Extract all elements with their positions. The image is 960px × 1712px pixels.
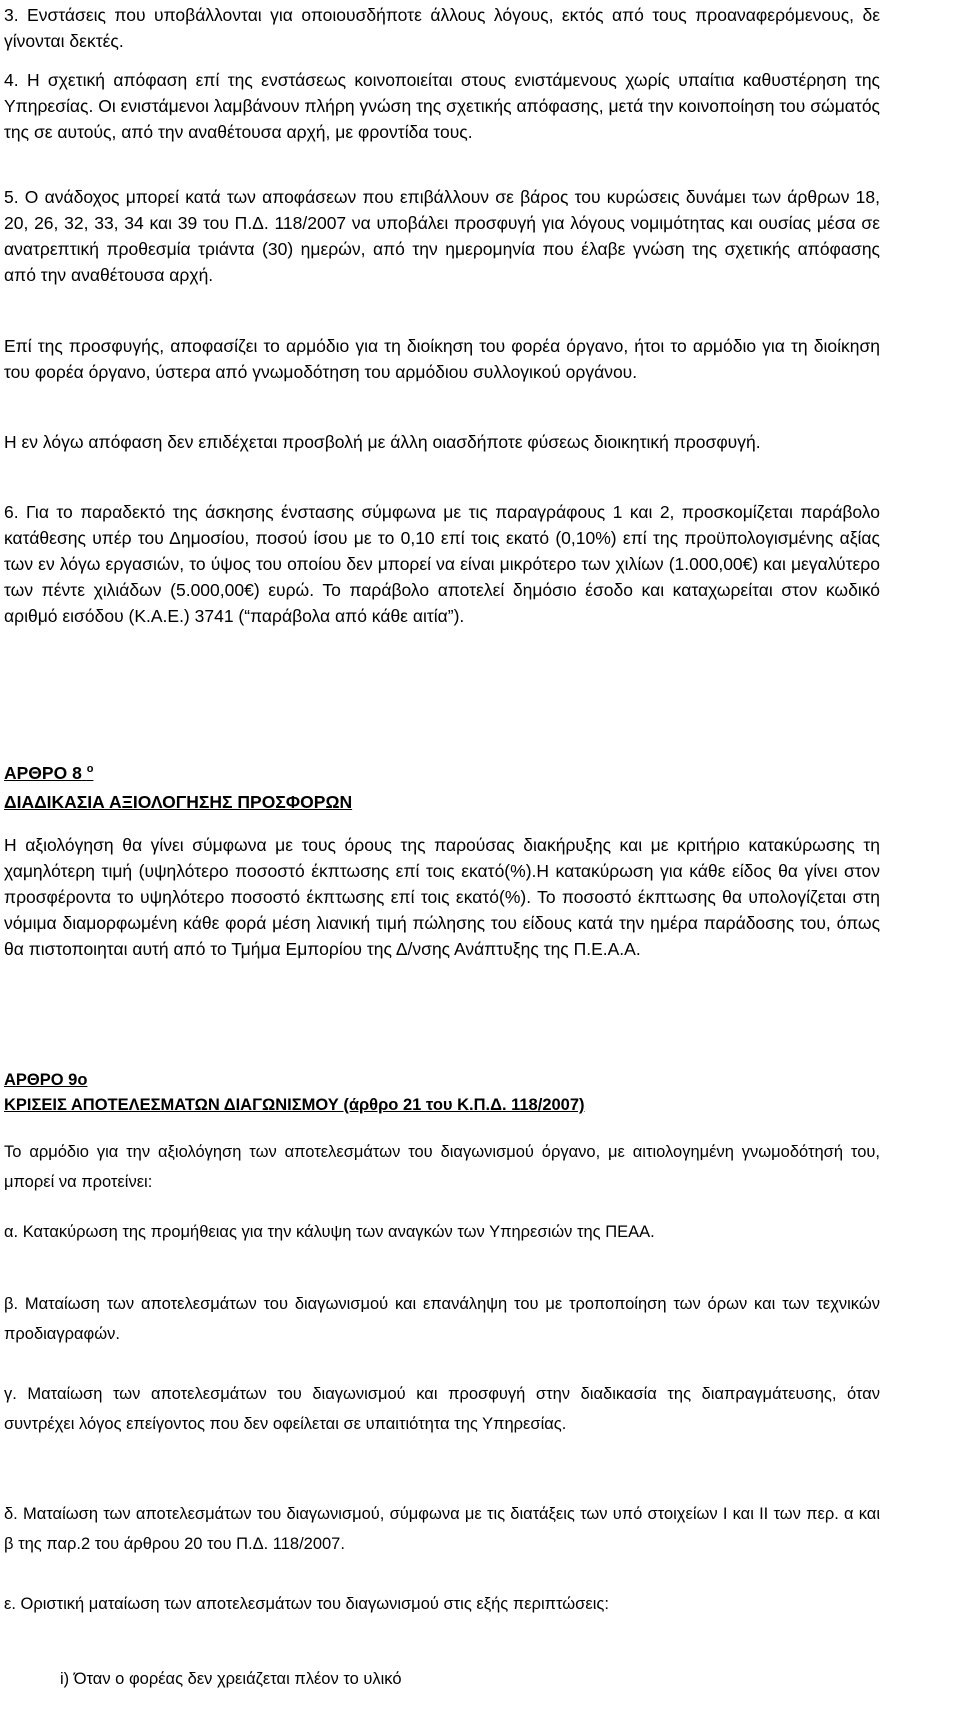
article-9-subtitle: ΚΡΙΣΕΙΣ ΑΠΟΤΕΛΕΣΜΑΤΩΝ ΔΙΑΓΩΝΙΣΜΟΥ (άρθρο 21 του Κ.Π.Δ. 118/2007) [4,1096,585,1114]
paragraph-6: 6. Για το παραδεκτό της άσκησης ένστασης σύμφωνα με τις παραγράφους 1 και 2, προσκομίζεται παράβολο κατάθεσης υπέρ του Δημοσίου, ποσού ίσου με το 0,10 επί τοις εκατό (0,10%) επί της προϋπολογισμένης αξίας των εν λόγω εργασιών, το ύψος του οποίου δεν μπορεί να είναι μικρότερο των χιλίων (1.000,00€) και μεγαλύτερο των πέντε χιλιάδων (5.000,00€) ευρώ. Το παράβολο αποτελεί δημόσιο έσοδο και καταχωρείται στον κωδικό αριθμό εισόδου (Κ.Α.Ε.) 3741 (“παράβολα από κάθε αιτία”). [4,502,880,626]
paragraph-3: 3. Ενστάσεις που υποβάλλονται για οποιουσδήποτε άλλους λόγους, εκτός από τους προαναφερόμενους, δε γίνονται δεκτές. [4,5,880,51]
article-9-title: ΑΡΘΡΟ 9ο [4,1071,88,1089]
article-8-subtitle: ΔΙΑΔΙΚΑΣΙΑ ΑΞΙΟΛΟΓΗΣΗΣ ΠΡΟΣΦΟΡΩΝ [4,792,353,812]
article-9-intro: Το αρμόδιο για την αξιολόγηση των αποτελεσμάτων του διαγωνισμού όργανο, με αιτιολογημένη γνωμοδότησή του, μπορεί να προτείνει: [4,1143,880,1191]
paragraph-5-no-other-appeal: Η εν λόγω απόφαση δεν επιδέχεται προσβολή με άλλη οιασδήποτε φύσεως διοικητική προσφυγή. [4,432,761,452]
paragraph-4: 4. Η σχετική απόφαση επί της ενστάσεως κοινοποιείται στους ενιστάμενους χωρίς υπαίτια καθυστέρηση της Υπηρεσίας. Οι ενιστάμενοι λαμβάνουν πλήρη γνώση της σχετικής απόφασης, μετά την κοινοποίηση του σώματός της σε αυτούς, από την αναθέτουσα αρχή, με φροντίδα τους. [4,70,880,142]
paragraph-5-appeal: Επί της προσφυγής, αποφασίζει το αρμόδιο για τη διοίκηση του φορέα όργανο, ήτοι το αρμόδιο για τη διοίκηση του φορέα όργανο, ύστερα από γνωμοδότηση του αρμόδιου συλλογικού οργάνου. [4,336,880,382]
article-8-text: Η αξιολόγηση θα γίνει σύμφωνα με τους όρους της παρούσας διακήρυξης και με κριτήριο κατακύρωσης τη χαμηλότερη τιμή (υψηλότερο ποσοστό έκπτωσης επί τοις εκατό(%).Η κατακύρωση για κάθε είδος θα γίνει στον προσφέροντα το υψηλότερο ποσοστό έκπτωσης επί τοις εκατό(%). Το ποσοστό έκπτωσης θα υπολογίζεται στη νόμιμα διαμορφωμένη κάθε φορά μέση λιανική τιμή πώλησης του είδους κατά την ημέρα παράδοσης του, όπως θα πιστοποιηται αυτή από το Τμήμα Εμπορίου της Δ/νσης Ανάπτυξης της Π.Ε.Α.Α. [4,835,880,959]
article-9-item-e-i: i) Όταν ο φορέας δεν χρειάζεται πλέον το υλικό [60,1670,402,1688]
article-9-item-c: γ. Ματαίωση των αποτελεσμάτων του διαγωνισμού και προσφυγή στην διαδικασία της διαπραγμάτευσης, όταν συντρέχει λόγος επείγοντος που δεν οφείλεται σε υπαιτιότητα της Υπηρεσίας. [4,1385,880,1433]
paragraph-5: 5. Ο ανάδοχος μπορεί κατά των αποφάσεων που επιβάλλουν σε βάρος του κυρώσεις δυνάμει των άρθρων 18, 20, 26, 32, 33, 34 και 39 του Π.Δ. 118/2007 να υποβάλει προσφυγή για λόγους νομιμότητας και ουσίας μέσα σε ανατρεπτική προθεσμία τριάντα (30) ημερών, από την ημερομηνία που έλαβε γνώση της σχετικής απόφασης από την αναθέτουσα αρχή. [4,187,880,285]
article-9-item-e: ε. Οριστική ματαίωση των αποτελεσμάτων του διαγωνισμού στις εξής περιπτώσεις: [4,1595,609,1613]
article-9-item-a: α. Κατακύρωση της προμήθειας για την κάλυψη των αναγκών των Υπηρεσιών της ΠΕΑΑ. [4,1223,655,1241]
article-8-superscript: ο [86,763,94,775]
article-8-title: ΑΡΘΡΟ 8 $^o$ [4,763,94,783]
article-9-item-b: β. Ματαίωση των αποτελεσμάτων του διαγωνισμού και επανάληψη του με τροποποίηση των όρων και των τεχνικών προδιαγραφών. [4,1295,880,1343]
article-9-item-d: δ. Ματαίωση των αποτελεσμάτων του διαγωνισμού, σύμφωνα με τις διατάξεις των υπό στοιχείων Ι και ΙΙ των περ. α και β της παρ.2 του άρθρου 20 του Π.Δ. 118/2007. [4,1505,880,1553]
